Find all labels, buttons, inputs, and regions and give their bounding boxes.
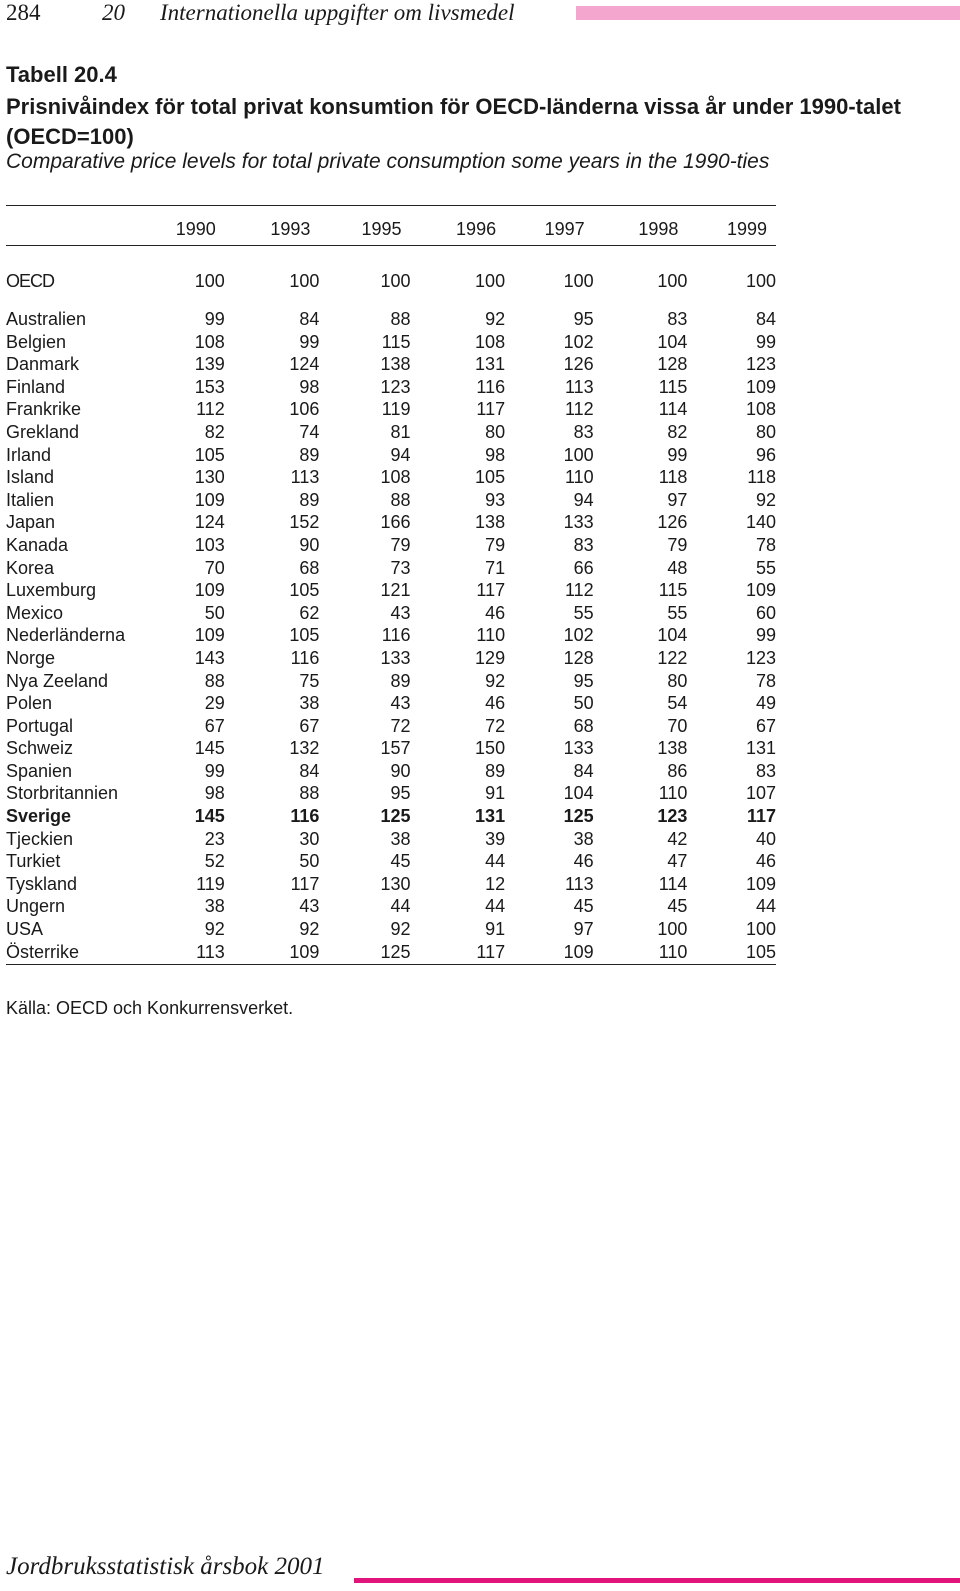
index-value: 122 xyxy=(657,647,688,668)
index-value: 138 xyxy=(475,512,506,533)
index-value: 29 xyxy=(204,693,225,714)
table-row xyxy=(6,557,776,580)
index-value: 138 xyxy=(380,354,411,375)
index-value: 40 xyxy=(755,828,776,849)
index-value: 110 xyxy=(658,941,688,962)
index-value: 38 xyxy=(204,896,225,917)
index-value: 75 xyxy=(299,670,320,691)
index-value: 78 xyxy=(755,534,776,555)
index-value: 88 xyxy=(204,670,225,691)
index-value: 66 xyxy=(573,557,594,578)
year-header: 1999 xyxy=(726,218,767,239)
index-value: 67 xyxy=(204,715,225,736)
table-row xyxy=(6,511,776,534)
index-value: 117 xyxy=(290,873,320,894)
index-value: 91 xyxy=(485,919,506,940)
index-value: 109 xyxy=(289,941,320,962)
index-value: 124 xyxy=(194,512,225,533)
index-value: 132 xyxy=(289,738,320,759)
index-value: 109 xyxy=(194,580,225,601)
index-value: 138 xyxy=(657,738,688,759)
index-value: 84 xyxy=(299,760,320,781)
index-value: 98 xyxy=(299,376,320,397)
table-row xyxy=(6,737,776,760)
country-name: Island xyxy=(6,467,55,488)
country-name: Japan xyxy=(6,512,56,533)
index-value: 109 xyxy=(563,941,594,962)
table-title-english: Comparative price levels for total private consumption some years in the 1990-ties xyxy=(6,150,770,173)
index-value: 45 xyxy=(390,851,411,872)
index-value: 117 xyxy=(476,580,506,601)
index-value: 113 xyxy=(196,941,225,962)
country-name: Korea xyxy=(6,557,55,578)
index-value: 116 xyxy=(290,647,320,668)
index-value: 46 xyxy=(485,602,506,623)
year-header: 1993 xyxy=(270,218,311,239)
index-value: 100 xyxy=(657,270,688,291)
index-value: 73 xyxy=(390,557,411,578)
index-value: 100 xyxy=(745,919,776,940)
index-value: 92 xyxy=(755,489,776,510)
table-row xyxy=(6,670,776,693)
index-value: 108 xyxy=(380,467,411,488)
country-name: Ungern xyxy=(6,896,66,917)
index-value: 49 xyxy=(755,693,776,714)
index-value: 118 xyxy=(747,467,776,488)
table-top-rule xyxy=(6,205,776,206)
index-value: 114 xyxy=(658,399,688,420)
index-value: 104 xyxy=(563,783,594,804)
index-value: 133 xyxy=(563,512,594,533)
index-value: 109 xyxy=(194,489,225,510)
index-value: 67 xyxy=(755,715,776,736)
index-value: 89 xyxy=(390,670,411,691)
page-number: 284 xyxy=(6,0,41,25)
index-value: 100 xyxy=(289,270,320,291)
index-value: 60 xyxy=(755,602,776,623)
index-value: 44 xyxy=(755,896,776,917)
index-value: 84 xyxy=(755,309,776,329)
index-value: 119 xyxy=(381,399,411,420)
chapter-number: 20 xyxy=(102,0,125,25)
index-value: 83 xyxy=(755,760,776,781)
index-value: 96 xyxy=(755,444,776,465)
index-value: 89 xyxy=(299,489,320,510)
index-value: 128 xyxy=(563,647,594,668)
index-value: 44 xyxy=(390,896,411,917)
index-value: 47 xyxy=(667,851,688,872)
country-name: Frankrike xyxy=(6,399,82,420)
index-value: 114 xyxy=(658,873,688,894)
index-value: 105 xyxy=(194,444,225,465)
index-value: 125 xyxy=(380,806,411,827)
table-row xyxy=(6,444,776,467)
index-value: 54 xyxy=(667,693,688,714)
index-value: 100 xyxy=(563,444,594,465)
index-value: 50 xyxy=(573,693,594,714)
country-name: Turkiet xyxy=(6,851,61,872)
index-value: 80 xyxy=(485,421,506,442)
country-name: Belgien xyxy=(6,331,67,352)
table-row xyxy=(6,579,776,602)
index-value: 72 xyxy=(485,715,506,736)
year-header: 1998 xyxy=(638,218,679,239)
index-value: 106 xyxy=(289,399,320,420)
table-row xyxy=(6,398,776,421)
year-header: 1996 xyxy=(456,218,497,239)
index-value: 121 xyxy=(380,580,411,601)
index-value: 92 xyxy=(485,670,506,691)
year-header: 1997 xyxy=(544,218,585,239)
index-value: 45 xyxy=(667,896,688,917)
index-value: 92 xyxy=(299,919,320,940)
index-value: 80 xyxy=(667,670,688,691)
table-row xyxy=(6,692,776,715)
table-row xyxy=(6,782,776,805)
index-value: 43 xyxy=(299,896,320,917)
country-name: Mexico xyxy=(6,602,64,623)
index-value: 50 xyxy=(204,602,225,623)
index-value: 126 xyxy=(657,512,688,533)
country-name: Finland xyxy=(6,376,66,397)
index-value: 44 xyxy=(485,896,506,917)
country-name: Tjeckien xyxy=(6,828,74,849)
index-value: 100 xyxy=(563,270,594,291)
year-header: 1990 xyxy=(175,218,216,239)
index-value: 46 xyxy=(485,693,506,714)
index-value: 78 xyxy=(755,670,776,691)
page-header xyxy=(6,0,960,26)
footer-accent-bar xyxy=(354,1578,960,1583)
index-value: 115 xyxy=(381,331,411,352)
table-row xyxy=(6,534,776,557)
index-value: 23 xyxy=(204,828,225,849)
table-row xyxy=(6,308,776,331)
index-value: 113 xyxy=(564,376,594,397)
index-value: 123 xyxy=(745,354,776,375)
index-value: 123 xyxy=(380,376,411,397)
country-column-header xyxy=(6,212,162,246)
table-row xyxy=(6,828,776,851)
country-name: Polen xyxy=(6,693,53,714)
index-value: 70 xyxy=(667,715,688,736)
country-name: Nederländerna xyxy=(6,625,126,646)
index-value: 110 xyxy=(658,783,688,804)
index-value: 43 xyxy=(390,602,411,623)
index-value: 109 xyxy=(745,580,776,601)
index-value: 150 xyxy=(475,738,506,759)
country-name: Grekland xyxy=(6,421,80,442)
index-value: 89 xyxy=(299,444,320,465)
country-name: Australien xyxy=(6,309,87,329)
index-value: 48 xyxy=(667,557,688,578)
index-value: 43 xyxy=(390,693,411,714)
index-value: 140 xyxy=(745,512,776,533)
index-value: 100 xyxy=(380,270,411,291)
index-value: 70 xyxy=(204,557,225,578)
index-value: 38 xyxy=(299,693,320,714)
country-name: Portugal xyxy=(6,715,74,736)
index-value: 83 xyxy=(667,309,688,329)
year-header-row xyxy=(6,212,776,246)
index-value: 86 xyxy=(667,760,688,781)
country-name: Spanien xyxy=(6,760,73,781)
index-value: 104 xyxy=(657,331,688,352)
index-value: 45 xyxy=(573,896,594,917)
chapter-title: Internationella uppgifter om livsmedel xyxy=(160,0,515,25)
index-value: 105 xyxy=(475,467,506,488)
index-value: 139 xyxy=(194,354,225,375)
index-value: 62 xyxy=(299,602,320,623)
table-row xyxy=(6,489,776,512)
index-value: 133 xyxy=(563,738,594,759)
index-value: 125 xyxy=(380,941,411,962)
index-value: 71 xyxy=(485,557,506,578)
country-name: Nya Zeeland xyxy=(6,670,109,691)
index-value: 102 xyxy=(563,331,594,352)
index-value: 105 xyxy=(289,580,320,601)
country-name: Norge xyxy=(6,647,56,668)
index-value: 166 xyxy=(380,512,411,533)
index-value: 81 xyxy=(390,421,411,442)
index-value: 94 xyxy=(390,444,411,465)
table-row xyxy=(6,647,776,670)
index-value: 39 xyxy=(485,828,506,849)
index-value: 79 xyxy=(667,534,688,555)
index-value: 93 xyxy=(485,489,506,510)
index-value: 108 xyxy=(475,331,506,352)
table-title-swedish: Prisnivåindex för total privat konsumtion för OECD-länderna vissa år under 1990-talet (OECD=100) xyxy=(6,94,901,149)
index-value: 79 xyxy=(485,534,506,555)
index-value: 82 xyxy=(667,421,688,442)
index-value: 102 xyxy=(563,625,594,646)
table-row xyxy=(6,873,776,896)
index-value: 117 xyxy=(746,806,776,827)
oecd-row xyxy=(6,266,776,296)
index-value: 131 xyxy=(475,806,506,827)
index-value: 12 xyxy=(485,873,506,894)
source-note: Källa: OECD och Konkurrensverket. xyxy=(6,998,294,1018)
table-row xyxy=(6,715,776,738)
price-index-table xyxy=(6,212,776,963)
index-value: 109 xyxy=(745,376,776,397)
index-value: 105 xyxy=(745,941,776,962)
index-value: 130 xyxy=(380,873,411,894)
index-value: 100 xyxy=(194,270,225,291)
index-value: 100 xyxy=(657,919,688,940)
table-row xyxy=(6,624,776,647)
index-value: 67 xyxy=(299,715,320,736)
table-row xyxy=(6,895,776,918)
index-value: 118 xyxy=(658,467,688,488)
index-value: 157 xyxy=(380,738,411,759)
country-name: Danmark xyxy=(6,354,80,375)
table-row xyxy=(6,602,776,625)
index-value: 92 xyxy=(204,919,225,940)
index-value: 80 xyxy=(755,421,776,442)
index-value: 100 xyxy=(475,270,506,291)
index-value: 108 xyxy=(194,331,225,352)
index-value: 110 xyxy=(476,625,506,646)
country-name: Kanada xyxy=(6,534,69,555)
table-row xyxy=(6,421,776,444)
index-value: 84 xyxy=(299,309,320,329)
index-value: 98 xyxy=(204,783,225,804)
index-value: 88 xyxy=(299,783,320,804)
index-value: 92 xyxy=(485,309,506,329)
table-row xyxy=(6,805,776,828)
country-name: Sverige xyxy=(6,806,72,827)
index-value: 123 xyxy=(657,806,688,827)
index-value: 79 xyxy=(390,534,411,555)
index-value: 116 xyxy=(290,806,320,827)
country-name: Luxemburg xyxy=(6,580,97,601)
index-value: 38 xyxy=(573,828,594,849)
table-row xyxy=(6,331,776,354)
country-name: OECD xyxy=(6,270,55,291)
index-value: 145 xyxy=(194,806,225,827)
country-name: Italien xyxy=(6,489,55,510)
index-value: 131 xyxy=(475,354,506,375)
index-value: 98 xyxy=(485,444,506,465)
index-value: 153 xyxy=(194,376,225,397)
index-value: 38 xyxy=(390,828,411,849)
index-value: 83 xyxy=(573,534,594,555)
index-value: 117 xyxy=(476,941,506,962)
index-value: 108 xyxy=(745,399,776,420)
index-value: 125 xyxy=(563,806,594,827)
country-name: USA xyxy=(6,919,44,940)
table-row xyxy=(6,850,776,873)
table-row xyxy=(6,376,776,399)
table-label: Tabell 20.4 xyxy=(6,62,117,87)
country-name: Storbritannien xyxy=(6,783,119,804)
index-value: 52 xyxy=(204,851,225,872)
index-value: 112 xyxy=(564,399,594,420)
index-value: 105 xyxy=(289,625,320,646)
index-value: 99 xyxy=(755,625,776,646)
country-name: Irland xyxy=(6,444,52,465)
index-value: 104 xyxy=(657,625,688,646)
table-row xyxy=(6,353,776,376)
index-value: 97 xyxy=(573,919,594,940)
index-value: 107 xyxy=(745,783,776,804)
index-value: 152 xyxy=(289,512,320,533)
index-value: 112 xyxy=(564,580,594,601)
index-value: 113 xyxy=(564,873,594,894)
index-value: 131 xyxy=(745,738,776,759)
index-value: 99 xyxy=(667,444,688,465)
index-value: 143 xyxy=(194,647,225,668)
index-value: 44 xyxy=(485,851,506,872)
index-value: 113 xyxy=(290,467,320,488)
index-value: 117 xyxy=(476,399,506,420)
index-value: 119 xyxy=(196,873,225,894)
index-value: 95 xyxy=(573,670,594,691)
index-value: 55 xyxy=(667,602,688,623)
index-value: 99 xyxy=(299,331,320,352)
index-value: 95 xyxy=(573,309,594,329)
index-value: 84 xyxy=(573,760,594,781)
table-row xyxy=(6,918,776,941)
header-accent-bar xyxy=(576,6,960,20)
index-value: 100 xyxy=(745,270,776,291)
index-value: 82 xyxy=(204,421,225,442)
index-value: 112 xyxy=(196,399,225,420)
index-value: 68 xyxy=(299,557,320,578)
index-value: 83 xyxy=(573,421,594,442)
index-value: 99 xyxy=(755,331,776,352)
index-value: 30 xyxy=(299,828,320,849)
index-value: 94 xyxy=(573,489,594,510)
index-value: 109 xyxy=(745,873,776,894)
index-value: 145 xyxy=(194,738,225,759)
index-value: 110 xyxy=(564,467,594,488)
table-row xyxy=(6,760,776,783)
index-value: 92 xyxy=(390,919,411,940)
index-value: 97 xyxy=(667,489,688,510)
index-value: 88 xyxy=(390,489,411,510)
year-header: 1995 xyxy=(361,218,402,239)
index-value: 91 xyxy=(485,783,506,804)
index-value: 68 xyxy=(573,715,594,736)
index-value: 124 xyxy=(289,354,320,375)
table-bottom-rule xyxy=(6,964,776,965)
index-value: 42 xyxy=(667,828,688,849)
index-value: 46 xyxy=(573,851,594,872)
index-value: 115 xyxy=(658,580,688,601)
index-value: 89 xyxy=(485,760,506,781)
index-value: 116 xyxy=(476,376,506,397)
index-value: 130 xyxy=(194,467,225,488)
table-row xyxy=(6,941,776,964)
country-name: Schweiz xyxy=(6,738,74,759)
country-name: Tyskland xyxy=(6,873,78,894)
index-value: 55 xyxy=(755,557,776,578)
footer-title: Jordbruksstatistisk årsbok 2001 xyxy=(6,1553,325,1580)
index-value: 109 xyxy=(194,625,225,646)
index-value: 74 xyxy=(299,421,320,442)
index-value: 55 xyxy=(573,602,594,623)
index-value: 103 xyxy=(194,534,225,555)
index-value: 90 xyxy=(299,534,320,555)
index-value: 129 xyxy=(475,647,506,668)
index-value: 95 xyxy=(390,783,411,804)
index-value: 123 xyxy=(745,647,776,668)
index-value: 128 xyxy=(657,354,688,375)
index-value: 99 xyxy=(204,309,225,329)
index-value: 115 xyxy=(658,376,688,397)
index-value: 133 xyxy=(380,647,411,668)
country-name: Österrike xyxy=(6,941,80,962)
index-value: 88 xyxy=(390,309,411,329)
table-row xyxy=(6,466,776,489)
index-value: 90 xyxy=(390,760,411,781)
index-value: 72 xyxy=(390,715,411,736)
index-value: 99 xyxy=(204,760,225,781)
index-value: 50 xyxy=(299,851,320,872)
index-value: 116 xyxy=(381,625,411,646)
index-value: 46 xyxy=(755,851,776,872)
index-value: 126 xyxy=(563,354,594,375)
